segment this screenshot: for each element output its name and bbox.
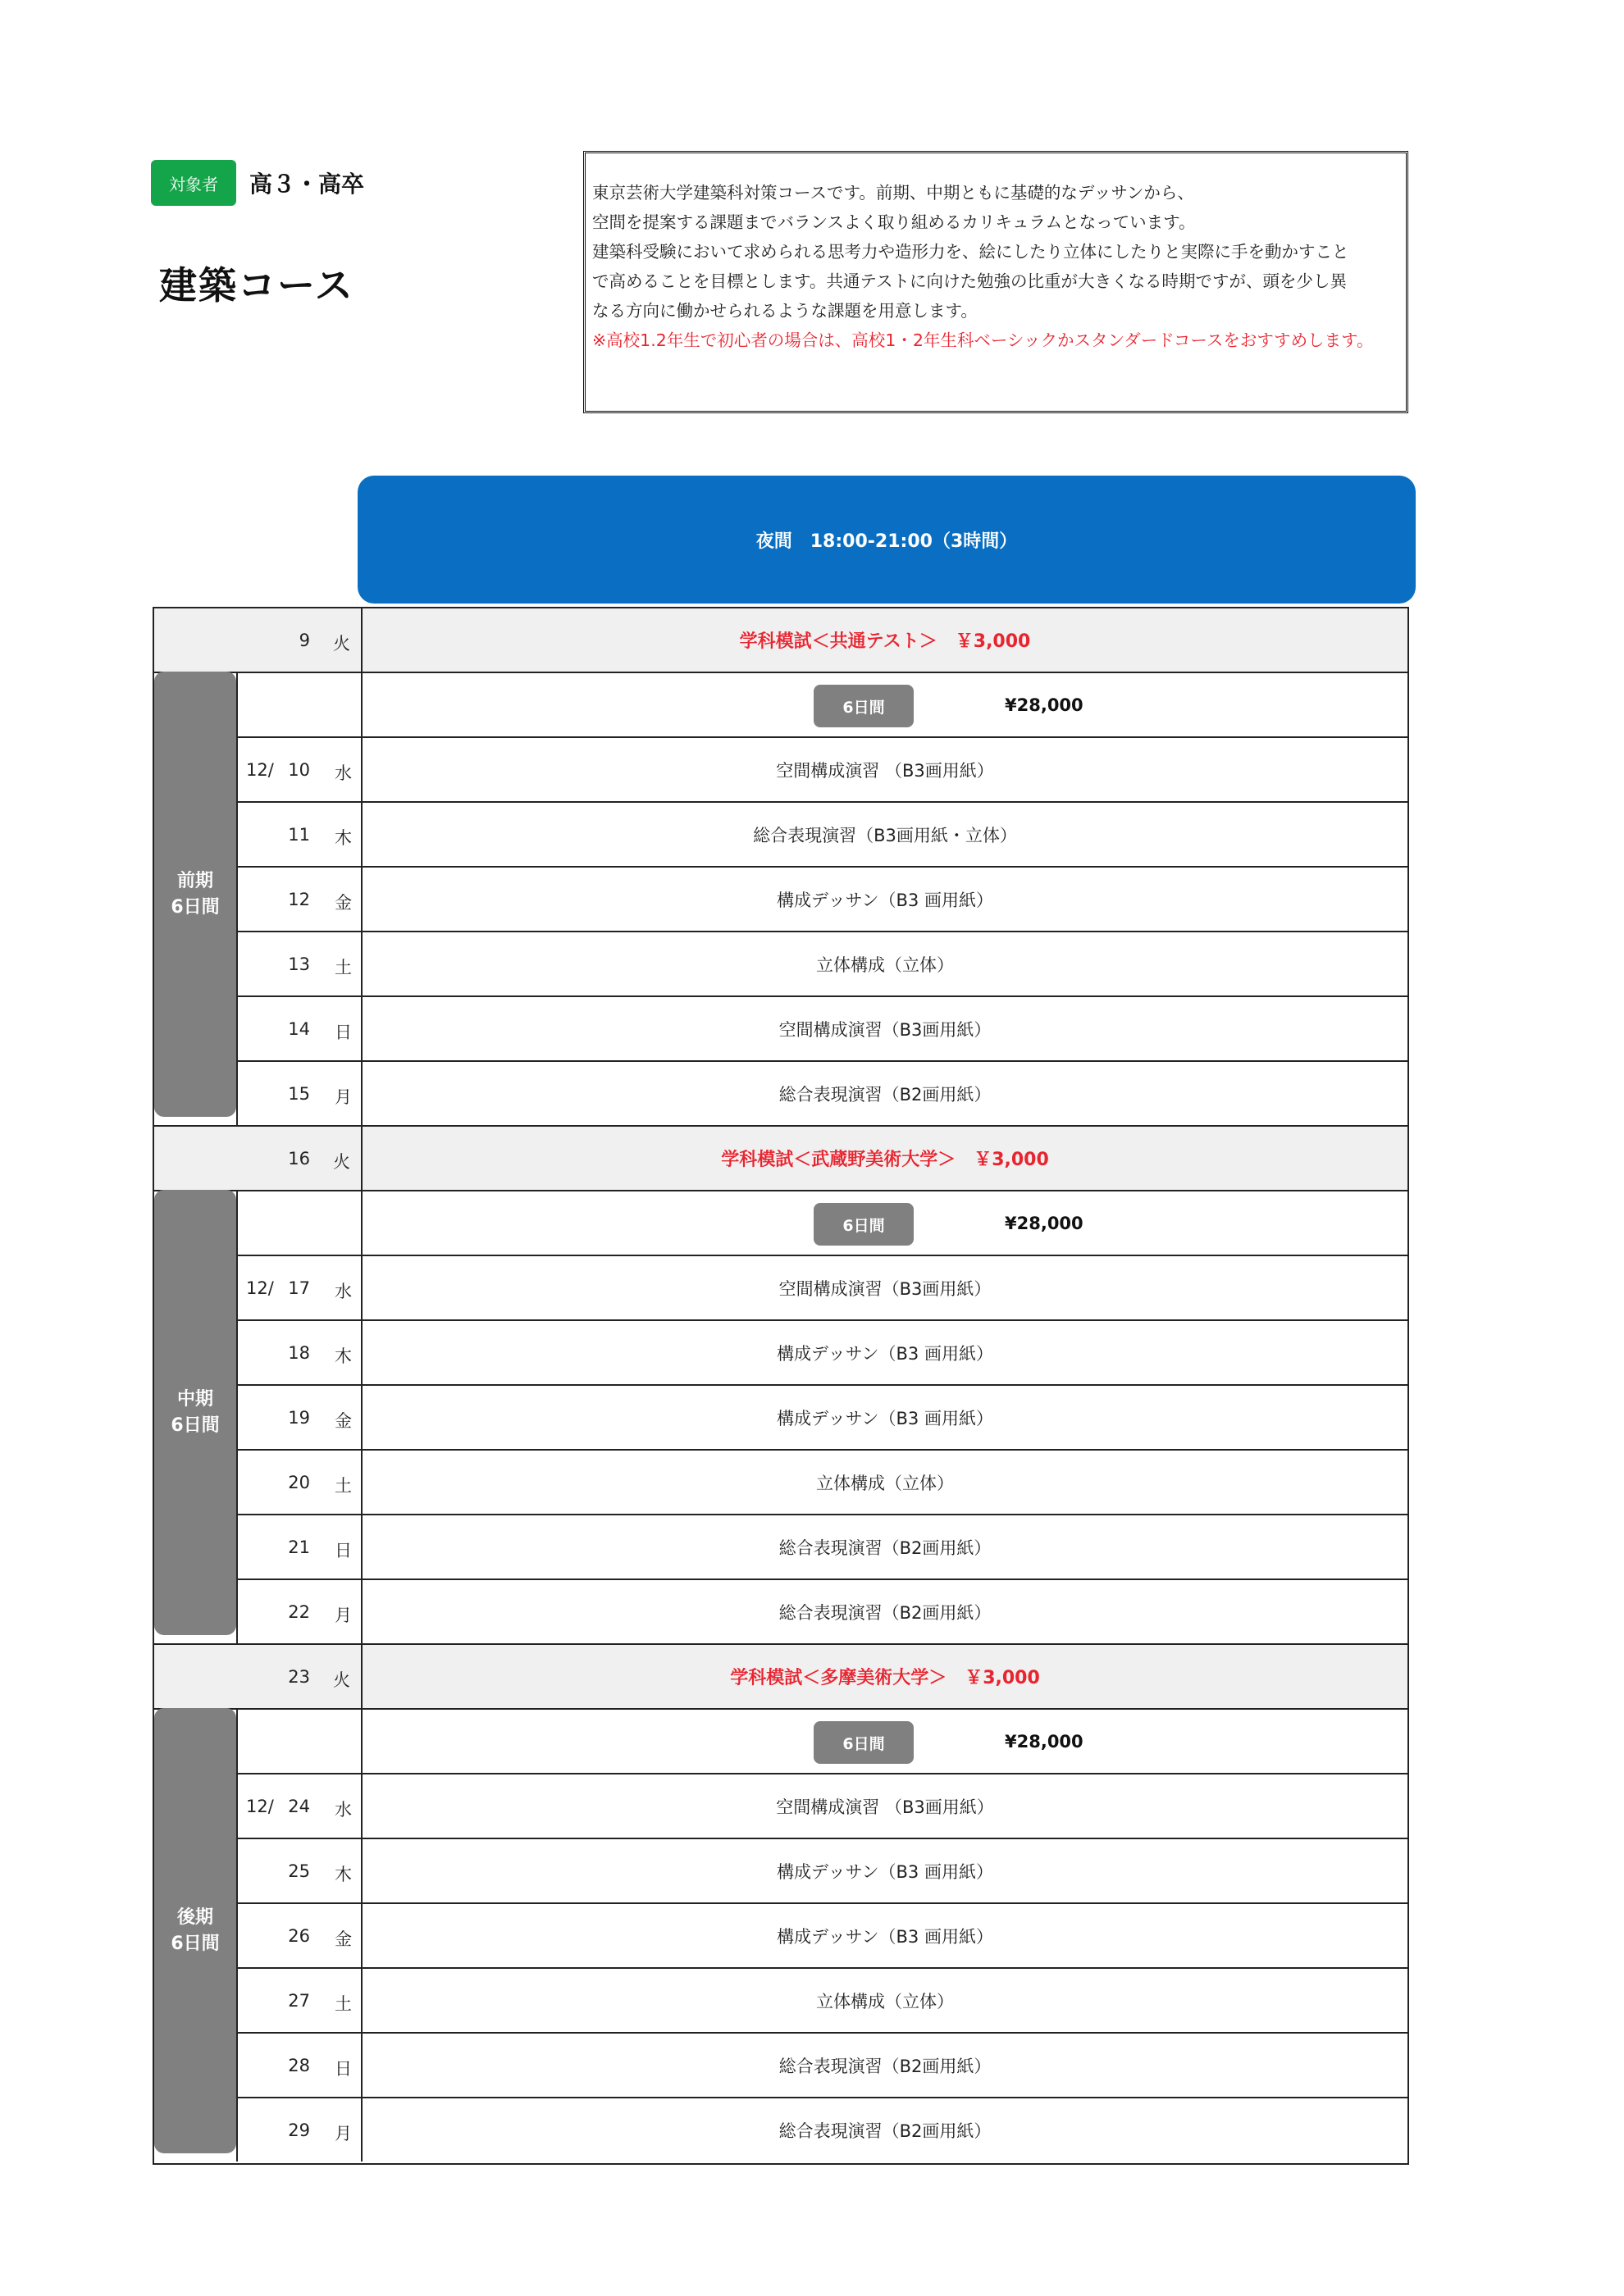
month-label: 12/ <box>246 760 274 780</box>
target-badge: 対象者 <box>151 160 236 206</box>
weekday: 金 <box>335 1411 352 1431</box>
course-price: ¥28,000 <box>1005 1214 1083 1233</box>
date-cell <box>154 608 363 672</box>
lesson-text: 空間構成演習（B3画用紙） <box>778 1019 992 1040</box>
term-days: 6日間 <box>171 1933 220 1954</box>
date-cell <box>154 1127 363 1190</box>
lesson-text: 構成デッサン（B3 画用紙） <box>777 1343 993 1364</box>
weekday: 水 <box>335 1282 352 1301</box>
day-number: 15 <box>288 1084 310 1104</box>
lesson-text: 総合表現演習（B2画用紙） <box>778 1538 992 1558</box>
date-cell <box>236 1580 363 1643</box>
exam-text: 学科模試＜共通テスト＞ ￥3,000 <box>739 631 1031 652</box>
weekday: 水 <box>335 1800 352 1820</box>
day-number: 20 <box>288 1473 310 1492</box>
weekday: 月 <box>335 1087 352 1107</box>
lesson-row <box>154 997 1407 1062</box>
weekday: 水 <box>335 763 352 783</box>
date-cell <box>236 932 363 995</box>
lesson-row <box>154 1256 1407 1321</box>
lesson-text: 総合表現演習（B2画用紙） <box>778 1602 992 1623</box>
term-days: 6日間 <box>171 896 220 918</box>
lesson-row <box>154 2098 1407 2163</box>
lesson-row <box>154 1321 1407 1386</box>
lesson-text: 空間構成演習（B3画用紙） <box>778 1278 992 1299</box>
weekday: 火 <box>333 1670 350 1690</box>
day-number: 16 <box>288 1149 310 1168</box>
weekday: 土 <box>335 958 352 977</box>
weekday: 木 <box>335 828 352 848</box>
lesson-row <box>154 1386 1407 1451</box>
weekday: 土 <box>335 1476 352 1496</box>
date-cell <box>236 1904 363 1967</box>
lesson-text: 総合表現演習（B2画用紙） <box>778 2121 992 2141</box>
day-number: 25 <box>288 1861 310 1881</box>
weekday: 金 <box>335 893 352 913</box>
date-cell <box>236 1386 363 1449</box>
weekday: 日 <box>335 2059 352 2079</box>
date-cell <box>236 738 363 801</box>
date-cell <box>236 1710 363 1773</box>
day-number: 27 <box>288 1991 310 2011</box>
day-number: 28 <box>288 2056 310 2075</box>
lesson-text: 総合表現演習（B3画用紙・立体） <box>753 825 1017 845</box>
day-number: 21 <box>288 1538 310 1557</box>
lesson-text: 立体構成（立体） <box>816 954 954 975</box>
lesson-text: 総合表現演習（B2画用紙） <box>778 2056 992 2076</box>
day-number: 22 <box>288 1602 310 1622</box>
lesson-row <box>154 868 1407 932</box>
lesson-row <box>154 1839 1407 1904</box>
month-label: 12/ <box>246 1797 274 1816</box>
date-cell <box>236 1256 363 1319</box>
course-description <box>583 151 1408 413</box>
lesson-row <box>154 2034 1407 2098</box>
weekday: 土 <box>335 1994 352 2014</box>
target-value: 高３・高卒 <box>249 171 365 198</box>
date-cell <box>236 1191 363 1255</box>
date-cell <box>236 2098 363 2162</box>
term-label <box>154 672 236 1117</box>
date-cell <box>236 1839 363 1902</box>
weekday: 金 <box>335 1929 352 1949</box>
lesson-text: 空間構成演習 （B3画用紙） <box>776 1797 994 1817</box>
day-number: 11 <box>288 825 310 845</box>
price-row <box>154 673 1407 738</box>
term-name: 中期 <box>176 1388 213 1410</box>
description-line: 空間を提案する課題までバランスよく取り組めるカリキュラムとなっています。 <box>592 212 1196 232</box>
lesson-row <box>154 1515 1407 1580</box>
description-line: なる方向に働かせられるような課題を用意します。 <box>592 301 978 321</box>
day-number: 17 <box>288 1278 310 1298</box>
days-pill: 6日間 <box>814 1721 914 1764</box>
term-label <box>154 1708 236 2153</box>
exam-row <box>154 1645 1407 1710</box>
lesson-row <box>154 1904 1407 1969</box>
weekday: 月 <box>335 2124 352 2143</box>
description-line: 建築科受験において求められる思考力や造形力を、絵にしたり立体にしたりと実際に手を動かすこと <box>592 242 1349 262</box>
term-days: 6日間 <box>171 1414 220 1436</box>
day-number: 26 <box>288 1926 310 1946</box>
schedule-table <box>153 607 1409 2165</box>
date-cell <box>236 1062 363 1125</box>
lesson-row <box>154 1774 1407 1839</box>
weekday: 火 <box>333 634 350 654</box>
date-cell <box>154 1645 363 1708</box>
exam-row <box>154 1127 1407 1191</box>
lesson-row <box>154 1451 1407 1515</box>
day-number: 29 <box>288 2121 310 2140</box>
lesson-text: 総合表現演習（B2画用紙） <box>778 1084 992 1105</box>
lesson-text: 空間構成演習 （B3画用紙） <box>776 760 994 781</box>
month-label: 12/ <box>246 1278 274 1298</box>
lesson-row <box>154 932 1407 997</box>
exam-text: 学科模試＜武蔵野美術大学＞ ￥3,000 <box>721 1150 1049 1170</box>
day-number: 9 <box>299 631 310 650</box>
term-name: 前期 <box>176 870 213 891</box>
lesson-row <box>154 1062 1407 1127</box>
price-row <box>154 1191 1407 1256</box>
exam-row <box>154 608 1407 673</box>
lesson-text: 構成デッサン（B3 画用紙） <box>777 1861 993 1882</box>
term-name: 後期 <box>176 1906 213 1928</box>
weekday: 日 <box>335 1023 352 1042</box>
day-number: 12 <box>288 890 310 909</box>
date-cell <box>236 868 363 931</box>
weekday: 木 <box>335 1346 352 1366</box>
lesson-row <box>154 1580 1407 1645</box>
course-price: ¥28,000 <box>1005 1732 1083 1752</box>
day-number: 18 <box>288 1343 310 1363</box>
lesson-row <box>154 803 1407 868</box>
weekday: 木 <box>335 1865 352 1884</box>
days-pill: 6日間 <box>814 1203 914 1246</box>
description-note: ※高校1.2年生で初心者の場合は、高校1・2年生科ベーシックかスタンダードコースをおすすめします。 <box>592 330 1374 350</box>
lesson-text: 立体構成（立体） <box>816 1991 954 2011</box>
date-cell <box>236 1774 363 1838</box>
lesson-text: 構成デッサン（B3 画用紙） <box>777 1926 993 1947</box>
course-price: ¥28,000 <box>1005 695 1083 715</box>
description-line: で高めることを目標とします。共通テストに向けた勉強の比重が大きくなる時期ですが、頭を少し異 <box>592 271 1348 291</box>
exam-text: 学科模試＜多摩美術大学＞ ￥3,000 <box>730 1668 1040 1688</box>
date-cell <box>236 1515 363 1578</box>
lesson-row <box>154 1969 1407 2034</box>
weekday: 火 <box>333 1152 350 1172</box>
term-label <box>154 1190 236 1635</box>
day-number: 13 <box>288 954 310 974</box>
day-number: 24 <box>288 1797 310 1816</box>
date-cell <box>236 1321 363 1384</box>
date-cell <box>236 2034 363 2097</box>
date-cell <box>236 997 363 1060</box>
day-number: 23 <box>288 1667 310 1687</box>
day-number: 19 <box>288 1408 310 1428</box>
lesson-text: 立体構成（立体） <box>816 1473 954 1493</box>
description-line: 東京芸術大学建築科対策コースです。前期、中期ともに基礎的なデッサンから、 <box>592 183 1194 203</box>
date-cell <box>236 673 363 736</box>
day-number: 14 <box>288 1019 310 1039</box>
weekday: 月 <box>335 1606 352 1625</box>
lesson-row <box>154 738 1407 803</box>
date-cell <box>236 803 363 866</box>
course-title: 建築コース <box>159 263 354 308</box>
date-cell <box>236 1451 363 1514</box>
day-number: 10 <box>288 760 310 780</box>
price-row <box>154 1710 1407 1774</box>
weekday: 日 <box>335 1541 352 1560</box>
lesson-text: 構成デッサン（B3 画用紙） <box>777 890 993 910</box>
lesson-text: 構成デッサン（B3 画用紙） <box>777 1408 993 1428</box>
time-banner: 夜間 18:00-21:00（3時間） <box>358 476 1416 604</box>
date-cell <box>236 1969 363 2032</box>
days-pill: 6日間 <box>814 685 914 727</box>
